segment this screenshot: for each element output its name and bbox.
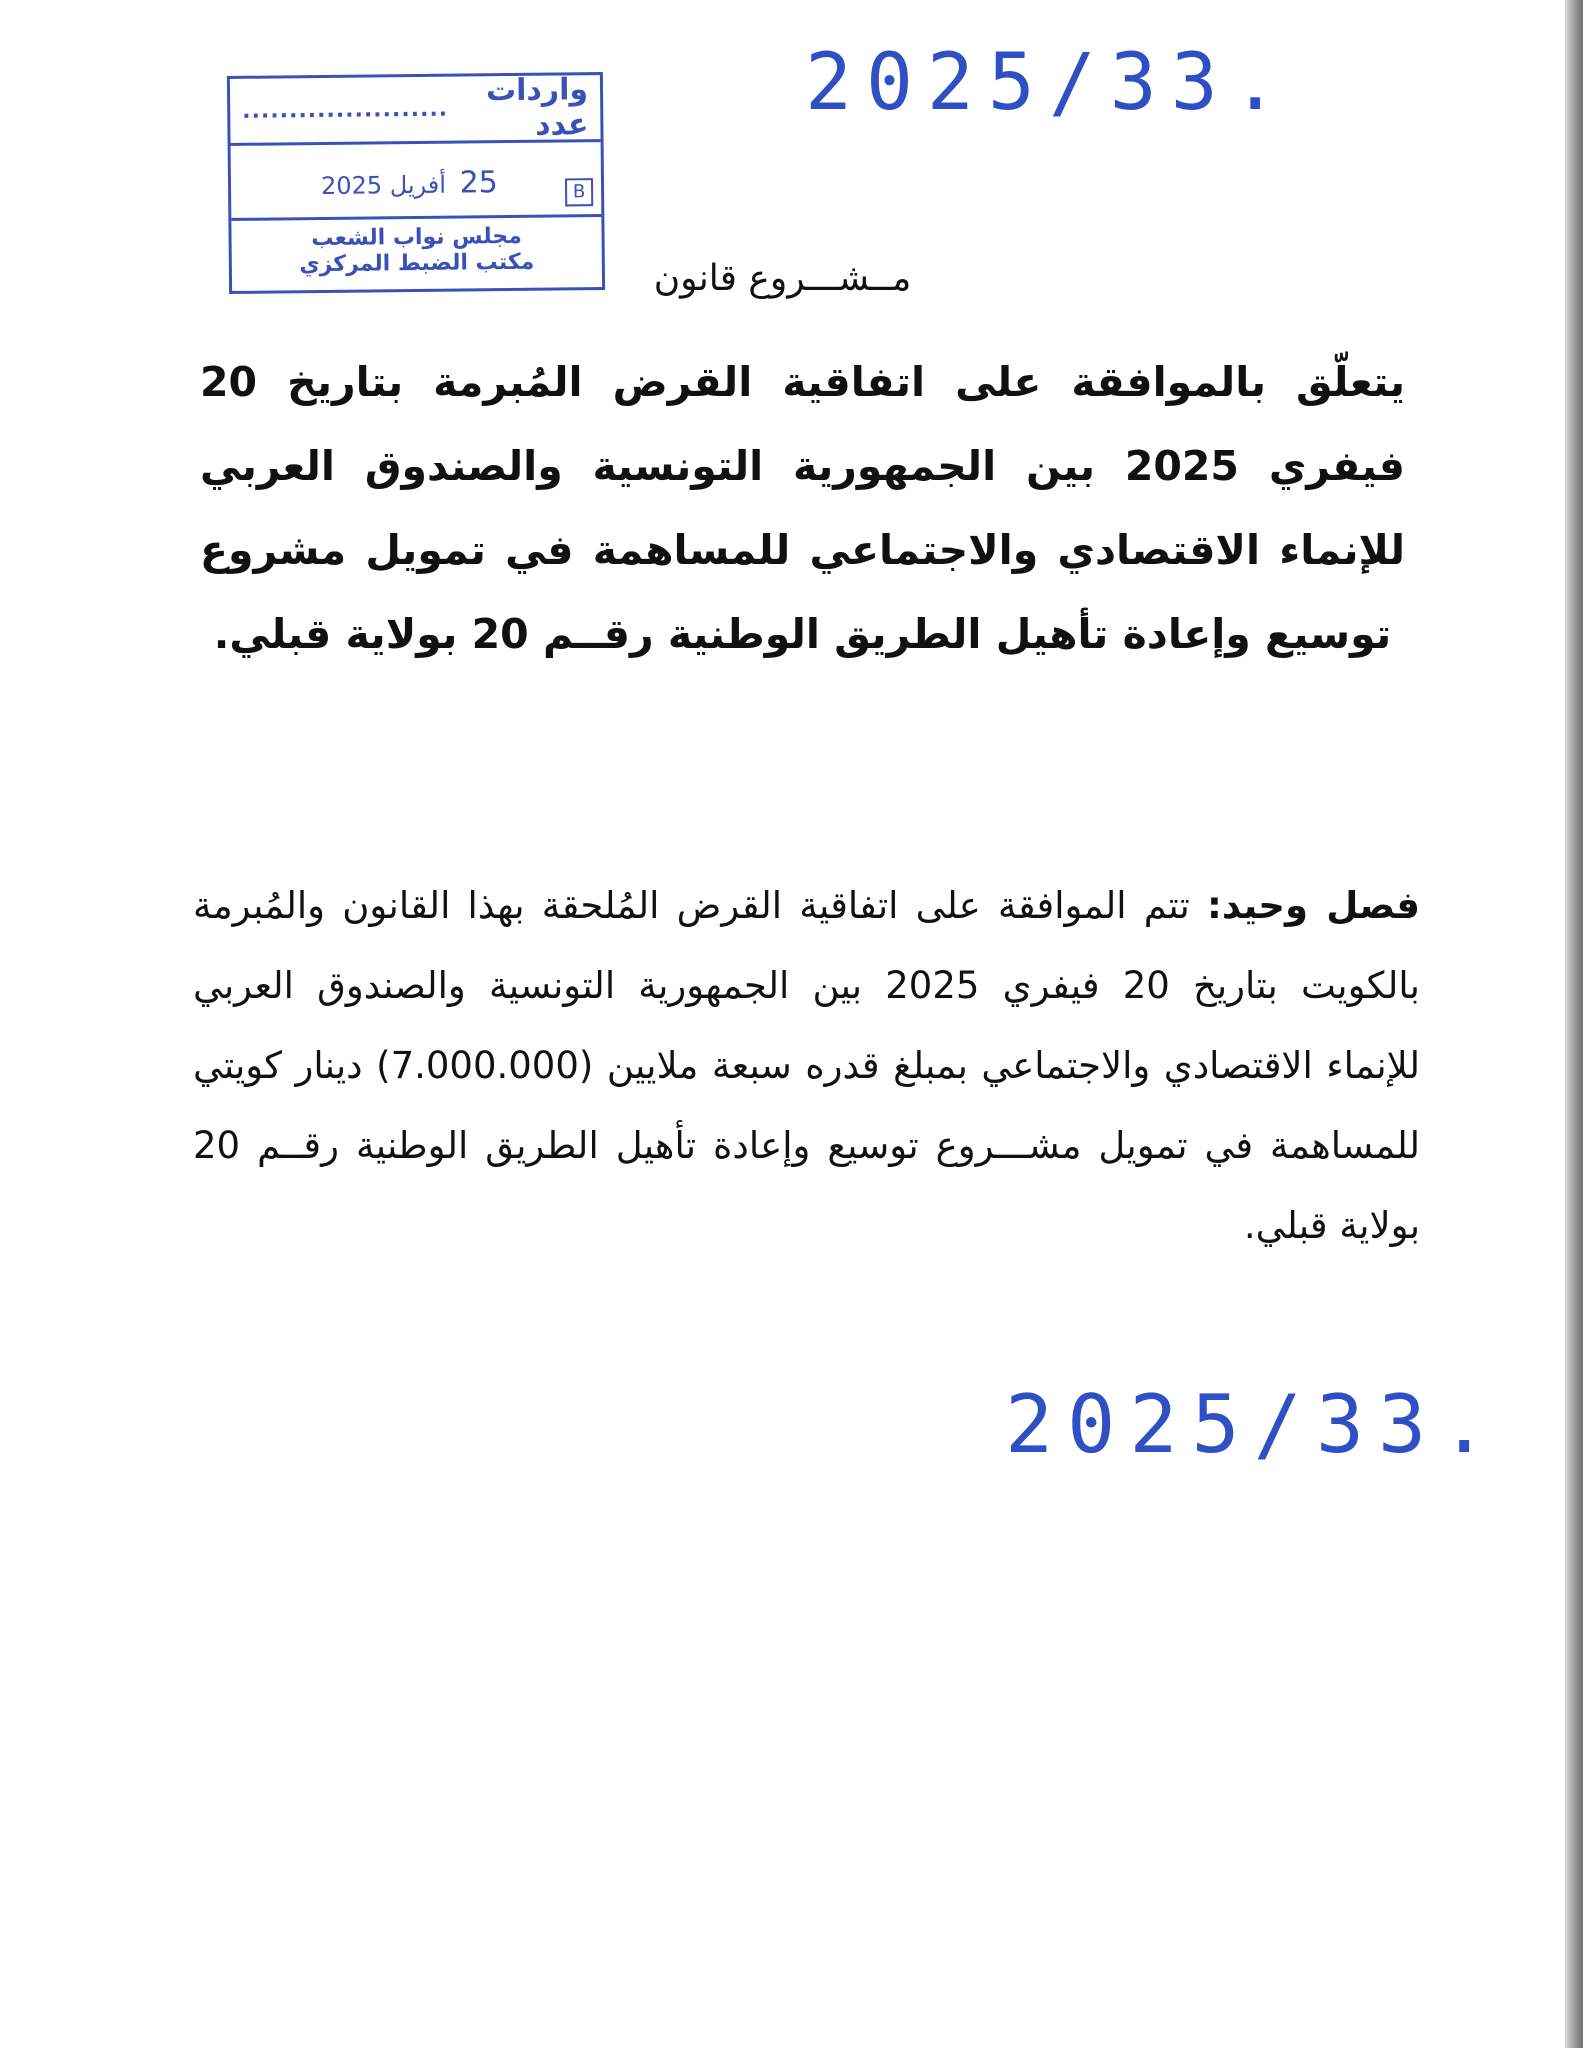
stamp-month: أفريل [389,170,447,200]
stamp-line-1: مجلس نواب الشعب [311,223,522,252]
stamp-date-row [231,142,602,221]
reference-number-top: 2025/33. [805,38,1293,128]
article-text: تتم الموافقة على اتفاقية القرض المُلحقة بهذا القانون والمُبرمة بالكويت بتاريخ 20 فيفري 2025 بين الجمهورية التونسية والصندوق العربي للإنماء الاقتصادي والاجتماعي بمبلغ قدره سبعة ملايين (7.000.000) دينار كويتي للمساهمة في تمويل مشـــروع توسيع وإعادة تأهيل الطريق الوطنية رقــم 20 بولاية قبلي. [193,884,1420,1247]
stamp-box-letter: B [565,178,593,206]
document-type: مــشـــروع قانون [653,258,912,299]
document-title: يتعلّق بالموافقة على اتفاقية القرض المُبرمة بتاريخ 20 فيفري 2025 بين الجمهورية التونسية والصندوق العربي للإنماء الاقتصادي والاجتماعي للمساهمة في تمويل مشروع توسيع وإعادة تأهيل الطريق الوطنية رقــم 20 بولاية قبلي. [200,358,1405,658]
stamp-date [321,165,504,202]
article-single [193,866,1420,1266]
article-label: فصل وحيد: [1207,884,1420,927]
stamp-line-2: مكتب الضبط المركزي [299,249,535,278]
stamp-number-dots: ...................... [242,96,449,124]
stamp-header-row [230,72,601,146]
scan-edge-shadow [1565,0,1583,2048]
reference-number-bottom: 2025/33. [1005,1378,1503,1471]
stamp-header: واردات عدد [485,72,589,143]
stamp-day: 25 [459,165,498,201]
stamp-year: 2025 [320,171,383,200]
